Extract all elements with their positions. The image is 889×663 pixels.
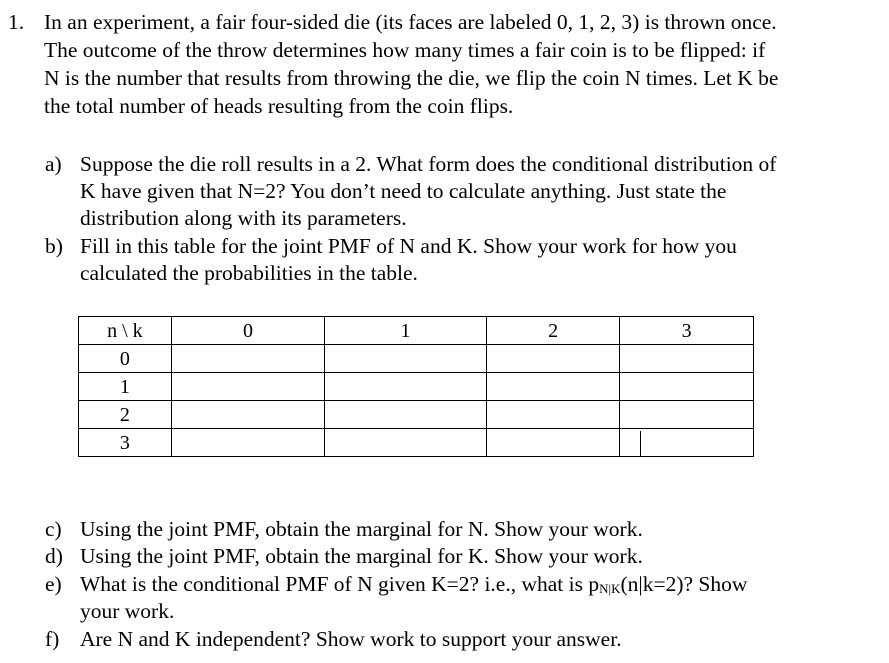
table-cell[interactable] bbox=[620, 373, 754, 401]
problem-line-4: the total number of heads resulting from the coin flips. bbox=[44, 94, 514, 118]
part-e-text-after: (n|k=2)? Show bbox=[620, 572, 748, 596]
table-cell[interactable] bbox=[486, 401, 620, 429]
table-header-k1: 1 bbox=[325, 317, 487, 345]
table-row bbox=[79, 429, 754, 457]
table-cell[interactable] bbox=[171, 401, 325, 429]
joint-pmf-table bbox=[78, 316, 754, 457]
row-label-n3: 3 bbox=[79, 429, 172, 457]
part-e-text-before: What is the conditional PMF of N given K=2? i.e., what is p bbox=[80, 572, 600, 596]
table-row bbox=[79, 401, 754, 429]
table-cell[interactable] bbox=[620, 401, 754, 429]
part-e-subscript: N|K bbox=[599, 581, 621, 596]
table-cell[interactable] bbox=[325, 373, 487, 401]
part-a-line-3: distribution along with its parameters. bbox=[80, 206, 407, 230]
part-c-label: c) bbox=[45, 517, 62, 541]
part-e-line-2: your work. bbox=[80, 599, 175, 623]
part-d-label: d) bbox=[45, 544, 63, 568]
part-a-label: a) bbox=[45, 152, 62, 176]
table-cell[interactable] bbox=[171, 345, 325, 373]
table-header-k2: 2 bbox=[486, 317, 620, 345]
table-header-k0: 0 bbox=[171, 317, 325, 345]
part-f-text: Are N and K independent? Show work to support your answer. bbox=[80, 627, 622, 651]
part-d-text: Using the joint PMF, obtain the marginal for K. Show your work. bbox=[80, 544, 643, 568]
table-header-corner: n \ k bbox=[79, 317, 172, 345]
problem-line-2: The outcome of the throw determines how many times a fair coin is to be flipped: if bbox=[44, 38, 766, 62]
problem-line-1: In an experiment, a fair four-sided die (its faces are labeled 0, 1, 2, 3) is thrown once. bbox=[44, 10, 777, 34]
table-cell[interactable] bbox=[486, 429, 620, 457]
row-label-n1: 1 bbox=[79, 373, 172, 401]
row-label-n0: 0 bbox=[79, 345, 172, 373]
table-cell[interactable] bbox=[171, 373, 325, 401]
part-f-label: f) bbox=[45, 627, 60, 651]
cell-cursor-mark bbox=[640, 431, 641, 457]
problem-number: 1. bbox=[8, 10, 25, 34]
table-row bbox=[79, 345, 754, 373]
table-header-row bbox=[79, 317, 754, 345]
table-cell[interactable] bbox=[325, 345, 487, 373]
table-cell[interactable] bbox=[486, 373, 620, 401]
table-cell[interactable] bbox=[325, 429, 487, 457]
part-a-line-2: K have given that N=2? You don’t need to calculate anything. Just state the bbox=[80, 179, 727, 203]
part-c-text: Using the joint PMF, obtain the marginal for N. Show your work. bbox=[80, 517, 643, 541]
problem-line-3: N is the number that results from throwing the die, we flip the coin N times. Let K be bbox=[44, 66, 779, 90]
table-row bbox=[79, 373, 754, 401]
row-label-n2: 2 bbox=[79, 401, 172, 429]
part-b-line-1: Fill in this table for the joint PMF of N and K. Show your work for how you bbox=[80, 234, 737, 258]
table-header-k3: 3 bbox=[620, 317, 754, 345]
part-b-label: b) bbox=[45, 234, 63, 258]
table-cell[interactable] bbox=[171, 429, 325, 457]
part-e-line-1 bbox=[80, 571, 747, 602]
part-e-label: e) bbox=[45, 572, 62, 596]
part-b-line-2: calculated the probabilities in the table. bbox=[80, 261, 418, 285]
part-a-line-1: Suppose the die roll results in a 2. What form does the conditional distribution of bbox=[80, 152, 777, 176]
table-cell[interactable] bbox=[325, 401, 487, 429]
table-cell[interactable] bbox=[486, 345, 620, 373]
table-cell[interactable] bbox=[620, 345, 754, 373]
